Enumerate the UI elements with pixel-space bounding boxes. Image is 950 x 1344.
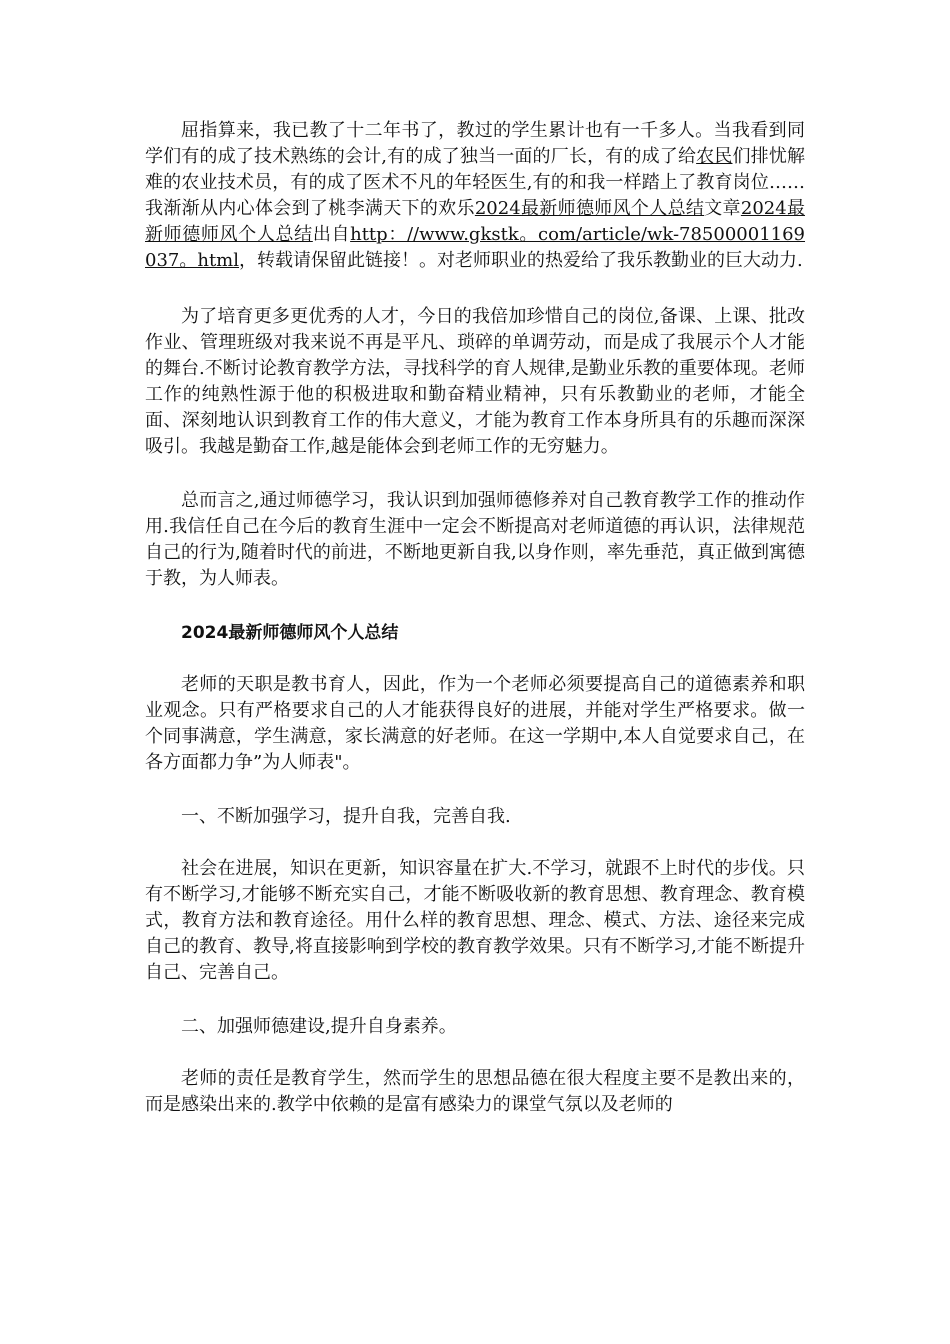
- paragraph-1-text-d: 出自: [312, 224, 351, 245]
- paragraph-3: 总而言之,通过师德学习，我认识到加强师德修养对自己教育教学工作的推动作用.我信任自己在今后的教育生涯中一定会不断提高对老师道德的再认识，法律规范自己的行为,随着时代的前进，不断地更新自我,以身作则，率先垂范，真正做到寓德于教，为人师表。: [145, 490, 805, 589]
- farmer-link[interactable]: 农民: [696, 146, 733, 167]
- article-title-link-1[interactable]: 2024最新师德师风个人总结: [474, 198, 705, 219]
- section-heading: 2024最新师德师风个人总结: [181, 623, 399, 643]
- paragraph-6: 老师的责任是教育学生，然而学生的思想品德在很大程度主要不是教出来的，而是感染出来的.教学中依赖的是富有感染力的课堂气氛以及老师的: [145, 1068, 805, 1115]
- paragraph-1-text-c: 文章: [704, 198, 741, 219]
- source-url-link[interactable]: http：//www.gkstk。com/article/wk-78500001169037。html: [145, 224, 806, 271]
- document-page: [145, 118, 805, 1146]
- paragraph-1: [145, 118, 805, 274]
- paragraph-4: 老师的天职是教书育人，因此，作为一个老师必须要提高自己的道德素养和职业观念。只有严格要求自己的人才能获得良好的进展，并能对学生严格要求。做一个同事满意，学生满意，家长满意的好老师。在这一学期中,本人自觉要求自己，在各方面都力争”为人师表"。: [145, 674, 805, 773]
- paragraph-1-text-b: 们排忧解难的农业技术员，有的成了医术不凡的年轻医生,有的和我一样踏上了教育岗位……我渐渐从内心体会到了桃李满天下的欢乐: [145, 146, 806, 219]
- paragraph-5: 社会在进展，知识在更新，知识容量在扩大.不学习，就跟不上时代的步伐。只有不断学习,才能够不断充实自己，才能不断吸收新的教育思想、教育理念、教育模式，教育方法和教育途径。用什么样的教育思想、理念、模式、方法、途径来完成自己的教育、教导,将直接影响到学校的教育教学效果。只有不断学习,才能不断提升自己、完善自己。: [145, 858, 805, 983]
- subheading-1: 一、不断加强学习，提升自我，完善自我.: [181, 806, 511, 827]
- paragraph-2: 为了培育更多更优秀的人才，今日的我倍加珍惜自己的岗位,备课、上课、批改作业、管理班级对我来说不再是平凡、琐碎的单调劳动，而是成了我展示个人才能的舞台.不断讨论教育教学方法，寻找科学的育人规律,是勤业乐教的重要体现。老师工作的纯熟性源于他的积极进取和勤奋精业精神，只有乐教勤业的老师，才能全面、深刻地认识到教育工作的伟大意义，才能为教育工作本身所具有的乐趣而深深吸引。我越是勤奋工作,越是能体会到老师工作的无穷魅力。: [145, 306, 805, 457]
- paragraph-1-text-e: ，转载请保留此链接！。对老师职业的热爱给了我乐教勤业的巨大动力.: [239, 250, 803, 271]
- article-title-link-2[interactable]: 2024最新师德师风个人总结: [145, 198, 806, 245]
- paragraph-1-text-a: 屈指算来，我已教了十二年书了，教过的学生累计也有一千多人。当我看到同学们有的成了技术熟练的会计,有的成了独当一面的厂长，有的成了给: [145, 120, 805, 167]
- subheading-2: 二、加强师德建设,提升自身素养。: [181, 1016, 457, 1037]
